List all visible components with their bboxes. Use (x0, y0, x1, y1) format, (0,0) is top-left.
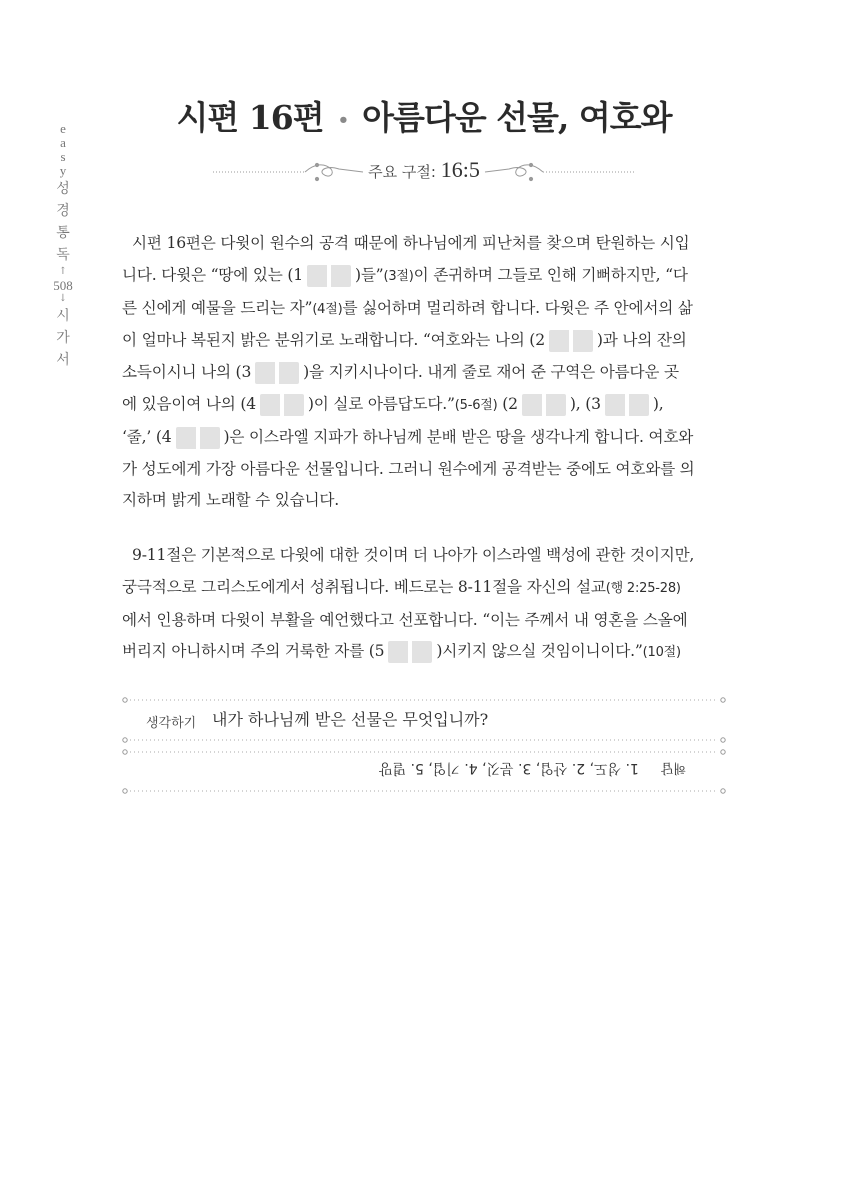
fill-in-blank (260, 394, 304, 416)
key-verse-banner (213, 155, 635, 185)
text-line: ‘줄,’ (4 )은 이스라엘 지파가 하나님께 분배 받은 땅을 생각나게 합니다. 여호와 (122, 422, 726, 454)
dotted-divider (122, 697, 726, 703)
text-line: 에 있음이여 나의 (4 )이 실로 아름답도다.”(5-6절) (2 ), (3 ), (122, 389, 726, 422)
text-line: 니다. 다윗은 “땅에 있는 (1 )들”(3절)이 존귀하며 그들로 인해 기뻐하지만, “다 (122, 260, 726, 293)
key-verse-ref: 16:5 (440, 157, 480, 182)
text-line: 9-11절은 기본적으로 다윗에 대한 것이며 더 나아가 이스라엘 백성에 관한 것이지만, (132, 546, 695, 564)
title-separator: • (337, 109, 349, 131)
paragraph-2 (122, 540, 726, 669)
page-number: 508 (53, 278, 73, 293)
fill-in-blank (255, 362, 299, 384)
key-verse (213, 157, 635, 183)
arrow-up-icon: ↑ (58, 266, 68, 277)
text-line: 에서 인용하며 다윗이 부활을 예언했다고 선포합니다. “이는 주께서 내 영혼을 스올에 (122, 610, 688, 629)
fill-in-blank (307, 265, 351, 287)
think-question: 내가 하나님께 받은 선물은 무엇입니까? (212, 710, 489, 729)
dotted-divider (122, 788, 726, 794)
fill-in-blank (549, 330, 593, 352)
series-ko-label: 성 경 통 독 (56, 181, 70, 263)
fill-in-blank (388, 641, 432, 663)
answer-label: 해답 (660, 760, 686, 775)
text-line: 가 성도에게 가장 아름다운 선물입니다. 그러니 원수에게 공격받는 중에도 여호와를 의 (122, 459, 695, 478)
text-line: 지하며 밝게 노래할 수 있습니다. (122, 491, 340, 510)
text-line: 소득이시니 나의 (3 )을 지키시나이다. 내게 줄로 재어 준 구역은 아름다운 곳 (122, 357, 726, 389)
text-line: 버리지 아니하시며 주의 거룩한 자를 (5 )시키지 않으실 것임이니이다.”(10절) (122, 636, 726, 669)
key-verse-label: 주요 구절: (368, 163, 436, 181)
answer-key (340, 755, 686, 779)
page-title (0, 92, 848, 139)
series-label: e a s y (59, 121, 67, 178)
text-line: 시편 16편은 다윗이 원수의 공격 때문에 하나님에게 피난처를 찾으며 탄원하는 시입 (132, 234, 690, 252)
think-label: 생각하기 (146, 716, 197, 731)
arrow-down-icon: ↓ (58, 293, 68, 304)
text-line: 이 얼마나 복된지 밝은 분위기로 노래합니다. “여호와는 나의 (2 )과 나의 잔의 (122, 325, 726, 357)
section-label: 시 가 서 (56, 308, 70, 368)
paragraph-1 (122, 228, 726, 517)
title-sub: 아름다운 선물, 여호와 (362, 98, 672, 137)
fill-in-blank (176, 427, 220, 449)
fill-in-blank (605, 394, 649, 416)
dotted-divider (122, 737, 726, 743)
fill-in-blank (522, 394, 566, 416)
text-line: 궁극적으로 그리스도에게서 성취됩니다. 베드로는 8-11절을 자신의 설교(행 2:25-28) (122, 577, 681, 596)
text-line: 른 신에게 예물을 드리는 자”(4절)를 싫어하며 멀리하려 합니다. 다윗은 주 안에서의 삶 (122, 298, 693, 317)
title-main: 시편 16편 (176, 98, 324, 137)
answer-text: 1. 성도, 2. 산업, 3. 분깃, 4. 기업, 5. 멸망 (378, 760, 639, 776)
running-head (52, 122, 74, 371)
